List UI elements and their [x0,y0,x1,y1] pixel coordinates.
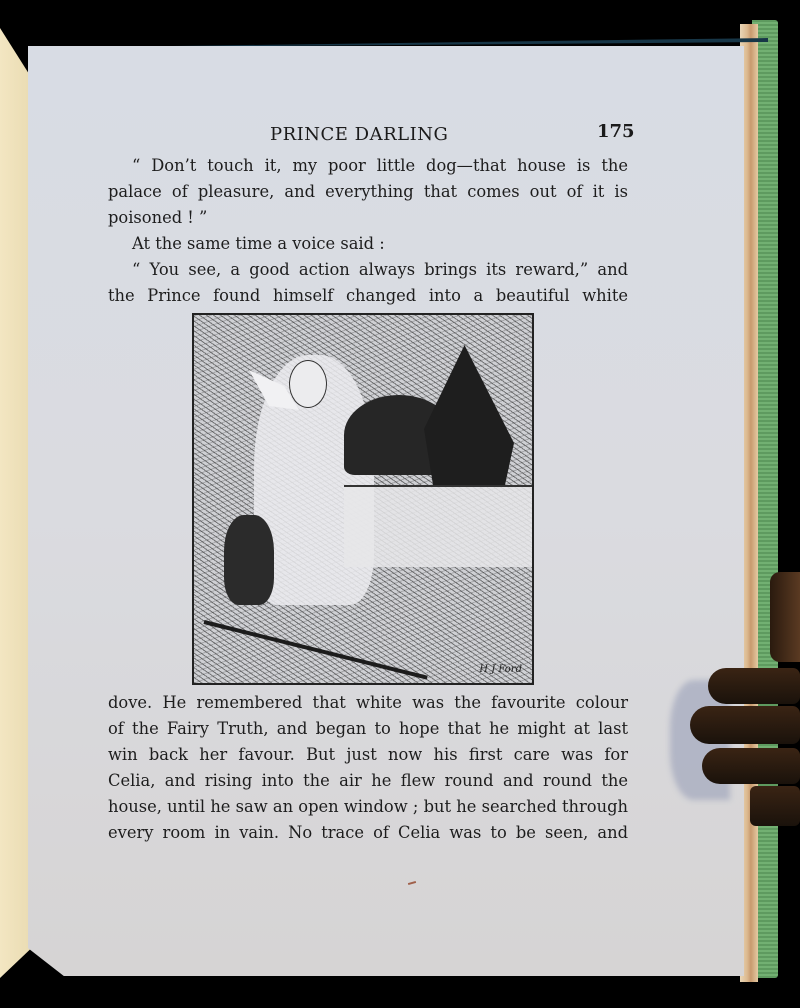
text-block-top [108,153,628,309]
text-line: Celia, and rising into the air he flew round and round the [108,771,628,790]
page-holder-top [770,572,800,662]
illustration-engraving [192,313,534,685]
text-line: At the same time a voice said : [132,234,385,253]
page-number: 175 [597,121,635,142]
text-line: “ You see, a good action always brings its reward,” and [132,260,628,279]
text-line: the Prince found himself changed into a beautiful white [108,286,628,305]
text-line: win back her favour. But just now his first care was for [108,745,628,764]
text-line: of the Fairy Truth, and began to hope that he might at last [108,719,628,738]
facing-left-page [0,28,30,978]
text-line: every room in vain. No trace of Celia was to be seen, and [108,823,628,842]
text-line: house, until he saw an open window ; but he searched through [108,797,628,816]
text-line: poisoned ! ” [108,208,208,227]
hooded-figure [424,345,514,485]
walking-cane [204,620,428,680]
text-line: palace of pleasure, and everything that comes out of it is [108,182,628,201]
bronze-hand-page-holder [690,668,800,828]
text-line: “ Don’t touch it, my poor little dog—that house is the [132,156,628,175]
running-head: PRINCE DARLING [270,124,449,145]
jug [224,515,274,605]
table [344,485,534,567]
text-block-bottom [108,690,628,846]
text-line: dove. He remembered that white was the favourite colour [108,693,628,712]
woman-face [289,360,327,408]
artist-signature: H J Ford [479,664,522,675]
